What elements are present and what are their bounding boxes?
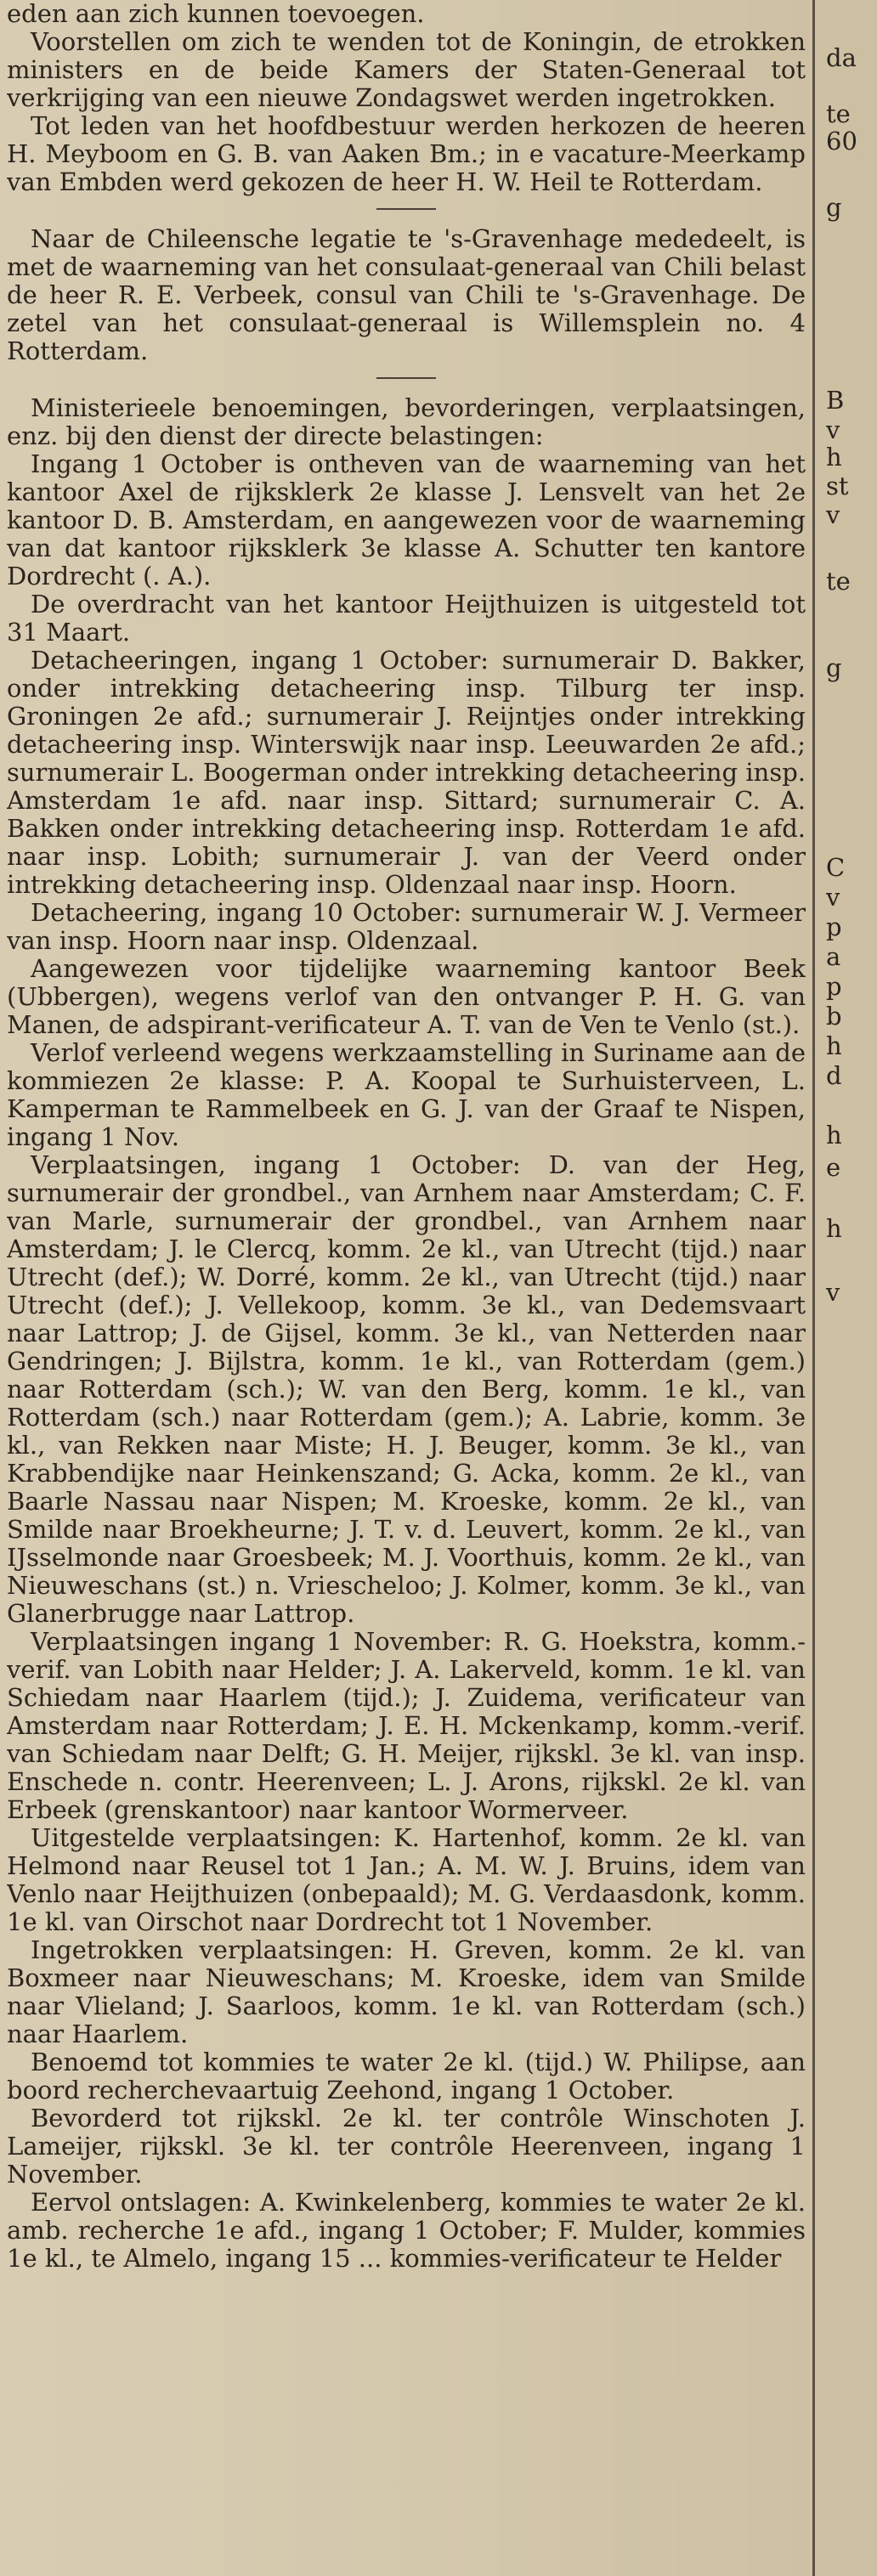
paragraph: Detacheering, ingang 10 October: surnumerair W. J. Vermeer van insp. Hoorn naar insp. Oldenzaal. [7,898,806,955]
text-fragment: da [826,43,857,72]
text-fragment: h [826,1031,842,1060]
text-fragment: a [826,942,841,971]
main-column [7,0,806,2576]
paragraph: Ingetrokken verplaatsingen: H. Greven, komm. 2e kl. van Boxmeer naar Nieuweschans; M. Kroeske, idem van Smilde naar Vlieland; J. Saarloos, komm. 1e kl. van Rotterdam (sch.) naar Haarlem. [7,1935,806,2048]
text-fragment: v [826,415,840,444]
text-fragment: B [826,386,845,415]
paragraph-fragment: eden aan zich kunnen toevoegen. [7,0,425,28]
paragraph: Voorstellen om zich te wenden tot de Koningin, de etrokken ministers en de beide Kamers der Staten-Generaal tot verkrijging van een nieuwe Zondagswet werden ingetrokken. [7,27,806,112]
adjacent-column-fragment [818,0,877,2576]
text-fragment: st [826,472,849,500]
text-fragment: b [826,1002,842,1031]
paragraph: Uitgestelde verplaatsingen: K. Hartenhof, komm. 2e kl. van Helmond naar Reusel tot 1 Jan.; A. M. W. J. Bruins, idem van Venlo naar Heijthuizen (onbepaald); M. G. Verdaasdonk, komm. 1e kl. van Oirschot naar Dordrecht tot 1 November. [7,1823,806,1936]
text-fragment: g [826,193,842,222]
paragraph: Naar de Chileensche legatie te 's-Gravenhage mededeelt, is met de waarneming van het consulaat-generaal van Chili belast de heer R. E. Verbeek, consul van Chili te 's-Gravenhage. De zetel van het consulaat-generaal is Willemsplein no. 4 Rotterdam. [7,224,806,365]
text-fragment: d [826,1061,842,1090]
text-fragment: v [826,1278,840,1307]
text-fragment: v [826,500,840,529]
column-rule [812,0,815,2576]
text-fragment: 60 [826,127,857,155]
text-fragment: e [826,1153,841,1182]
paragraph: De overdracht van het kantoor Heijthuizen is uitgesteld tot 31 Maart. [7,590,806,647]
paragraph: Aangewezen voor tijdelijke waarneming kantoor Beek (Ubbergen), wegens verlof van den ontvanger P. H. G. van Manen, de adspirant-verificateur A. T. van de Ven te Venlo (st.). [7,954,806,1039]
text-fragment: h [826,1214,842,1243]
paragraph: Eervol ontslagen: A. Kwinkelenberg, kommies te water 2e kl. amb. recherche 1e afd., ingang 1 October; F. Mulder, kommies 1e kl., te Almelo, ingang 15 ... kommies-verificateur te Helder [7,2188,806,2273]
section-divider [376,377,436,379]
paragraph: Bevorderd tot rijkskl. 2e kl. ter contrôle Winschoten J. Lameijer, rijkskl. 3e kl. ter contrôle Heerenveen, ingang 1 November. [7,2104,806,2189]
text-fragment: p [826,972,842,1001]
text-fragment: C [826,853,846,882]
paragraph: Detacheeringen, ingang 1 October: surnumerair D. Bakker, onder intrekking detacheering insp. Tilburg ter insp. Groningen 2e afd.; surnumerair J. Reijntjes onder intrekking detacheering insp. Winterswijk naar insp. Leeuwarden 2e afd.; surnumerair L. Boogerman onder intrekking detacheering insp. Amsterdam 1e afd. naar insp. Sittard; surnumerair C. A. Bakken onder intrekking detacheering insp. Rotterdam 1e afd. naar insp. Lobith; surnumerair J. van der Veerd onder intrekking detacheering insp. Oldenzaal naar insp. Hoorn. [7,646,806,899]
paragraph: Verplaatsingen, ingang 1 October: D. van der Heg, surnumerair der grondbel., van Arnhem naar Amsterdam; C. F. van Marle, surnumerair der grondbel., van Arnhem naar Amsterdam; J. le Clercq, komm. 2e kl., van Utrecht (tijd.) naar Utrecht (def.); W. Dorré, komm. 2e kl., van Utrecht (tijd.) naar Utrecht (def.); J. Vellekoop, komm. 3e kl., van Dedemsvaart naar Lattrop; J. de Gijsel, komm. 3e kl., van Netterden naar Gendringen; J. Bijlstra, komm. 1e kl., van Rotterdam (gem.) naar Rotterdam (sch.); W. van den Berg, komm. 1e kl., van Rotterdam (sch.) naar Rotterdam (gem.); A. Labrie, komm. 3e kl., van Rekken naar Miste; H. J. Beuger, komm. 3e kl., van Krabbendijke naar Heinkenszand; G. Acka, komm. 2e kl., van Baarle Nassau naar Nispen; M. Kroeske, komm. 2e kl., van Smilde naar Broekheurne; J. T. v. d. Leuvert, komm. 2e kl., van IJsselmonde naar Groesbeek; M. J. Voorthuis, komm. 2e kl., van Nieuweschans (st.) n. Vriescheloo; J. Kolmer, komm. 3e kl., van Glanerbrugge naar Lattrop. [7,1150,806,1628]
section-divider [376,208,436,210]
paragraph: Ingang 1 October is ontheven van de waarneming van het kantoor Axel de rijksklerk 2e klasse J. Lensvelt van het 2e kantoor D. B. Amsterdam, en aangewezen voor de waarneming van dat kantoor rijksklerk 3e klasse A. Schutter ten kantore Dordrecht (. A.). [7,449,806,590]
paragraph: Verplaatsingen ingang 1 November: R. G. Hoekstra, komm.-verif. van Lobith naar Helder; J. A. Lakerveld, komm. 1e kl. van Schiedam naar Haarlem (tijd.); J. Zuidema, verificateur van Amsterdam naar Rotterdam; J. E. H. Mckenkamp, komm.-verif. van Schiedam naar Delft; G. H. Meijer, rijkskl. 3e kl. van insp. Enschede n. contr. Heerenveen; L. J. Arons, rijkskl. 2e kl. van Erbeek (grenskantoor) naar kantoor Wormerveer. [7,1627,806,1824]
paragraph: Benoemd tot kommies te water 2e kl. (tijd.) W. Philipse, aan boord recherchevaartuig Zeehond, ingang 1 October. [7,2048,806,2104]
text-fragment: h [826,1121,842,1150]
text-fragment: v [826,883,840,912]
paragraph: Verlof verleend wegens werkzaamstelling in Suriname aan de kommiezen 2e klasse: P. A. Koopal te Surhuisterveen, L. Kamperman te Rammelbeek en G. J. van der Graaf te Nispen, ingang 1 Nov. [7,1038,806,1151]
paragraph: Ministerieele benoemingen, bevorderingen, verplaatsingen, enz. bij den dienst der directe belastingen: [7,393,806,450]
paragraph: Tot leden van het hoofdbestuur werden herkozen de heeren H. Meyboom en G. B. van Aaken Bm.; in e vacature-Meerkamp van Embden werd gekozen de heer H. W. Heil te Rotterdam. [7,111,806,196]
text-fragment: h [826,443,842,472]
text-fragment: g [826,653,842,682]
text-fragment: te [826,99,851,128]
text-fragment: te [826,567,851,596]
text-fragment: p [826,912,842,941]
